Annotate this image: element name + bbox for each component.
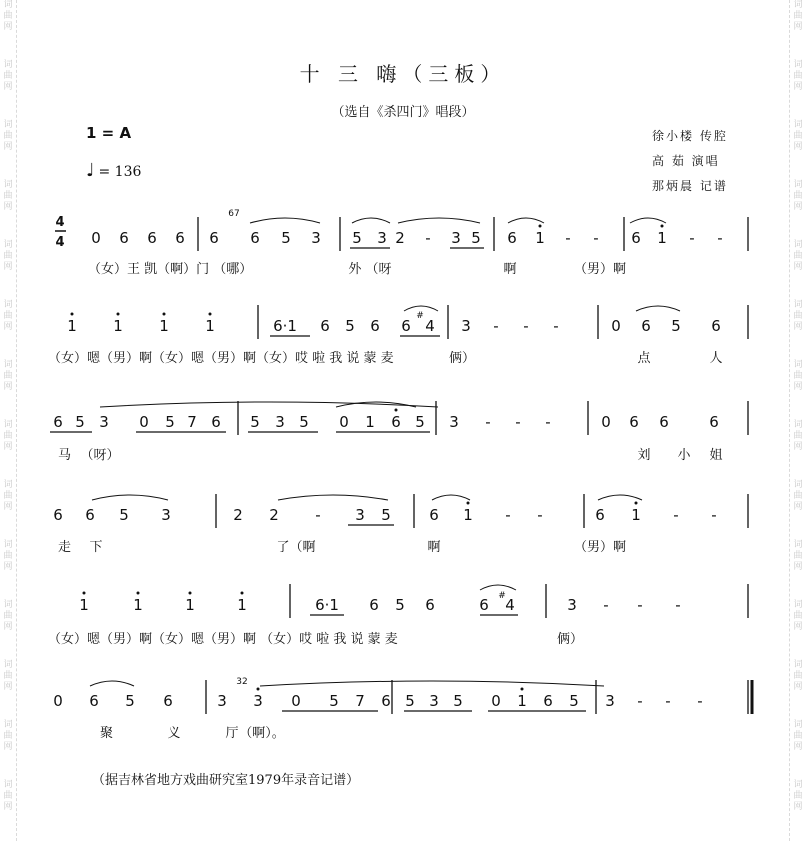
octave-dot-high: [521, 688, 524, 691]
lyric-line: 俩）: [448, 351, 476, 366]
note: 1: [657, 229, 667, 247]
note: 6: [370, 317, 380, 335]
note: 5: [671, 317, 681, 335]
lyric-line: 人: [709, 351, 723, 366]
sustain-dash: -: [637, 692, 643, 710]
note: 6: [250, 229, 260, 247]
note: 5: [395, 596, 405, 614]
note: 6: [659, 413, 669, 431]
slur-arc: [636, 306, 680, 311]
lyric-line: 啊: [427, 540, 441, 555]
note: 2: [395, 229, 405, 247]
slur-arc: [90, 681, 134, 686]
watermark-text: 词 曲 网: [3, 120, 13, 152]
note: 6: [381, 692, 391, 710]
note: 6: [147, 229, 157, 247]
lyric-line: 下: [89, 540, 103, 555]
note: 6: [89, 692, 99, 710]
sustain-dash: -: [425, 229, 431, 247]
note: 6: [507, 229, 517, 247]
octave-dot-high: [163, 313, 166, 316]
note: 0: [91, 229, 101, 247]
note: 3: [275, 413, 285, 431]
sustain-dash: -: [665, 692, 671, 710]
note: 1: [237, 596, 247, 614]
sustain-dash: -: [717, 229, 723, 247]
note: 1: [535, 229, 545, 247]
slur-arc: [398, 218, 480, 223]
watermark-text: 词 曲 网: [3, 60, 13, 92]
octave-dot-high: [467, 502, 470, 505]
note: 5: [352, 229, 362, 247]
grace-note: 32: [236, 677, 248, 687]
note: 2: [233, 506, 243, 524]
quarter-note-icon: ♩: [86, 160, 95, 181]
note: 0: [601, 413, 611, 431]
note: 5: [125, 692, 135, 710]
note: 6: [711, 317, 721, 335]
watermark-text: 词 曲 网: [793, 180, 803, 212]
note: 1: [631, 506, 641, 524]
sustain-dash: -: [315, 506, 321, 524]
note: 3: [311, 229, 321, 247]
note: 6: [119, 229, 129, 247]
octave-dot-high: [635, 502, 638, 505]
sustain-dash: -: [565, 229, 571, 247]
octave-dot-high: [117, 313, 120, 316]
sustain-dash: -: [593, 229, 599, 247]
watermark-text: 词 曲 网: [3, 240, 13, 272]
time-signature-bottom: 4: [55, 235, 65, 250]
octave-dot-high: [189, 592, 192, 595]
credit-line-arranger: 徐小楼 传腔: [652, 129, 728, 143]
octave-dot-high: [257, 688, 260, 691]
note: 3: [451, 229, 461, 247]
watermark-text: 词 曲 网: [3, 0, 13, 32]
octave-dot-high: [395, 409, 398, 412]
note: 6: [175, 229, 185, 247]
lyric-line: （女）王 凯（啊）门 （哪）: [88, 262, 253, 277]
note: 6: [595, 506, 605, 524]
octave-dot-high: [71, 313, 74, 316]
sustain-dash: -: [545, 413, 551, 431]
note: 5: [119, 506, 129, 524]
credit-line-singer: 高 茹 演唱: [652, 154, 720, 168]
note: 1: [463, 506, 473, 524]
note: 0: [491, 692, 501, 710]
watermark-text: 词 曲 网: [3, 720, 13, 752]
note: 3: [605, 692, 615, 710]
slur-arc: [480, 585, 516, 590]
note: 3: [449, 413, 459, 431]
sustain-dash: -: [537, 506, 543, 524]
watermark-text: 词 曲 网: [3, 480, 13, 512]
note: 5: [281, 229, 291, 247]
lyric-line: （女）嗯（男）啊（女）嗯（男）啊 （女）哎 啦 我 说 蒙 麦: [48, 632, 398, 647]
note: 6: [631, 229, 641, 247]
tempo-value: = 136: [98, 164, 142, 180]
watermark-text: 词 曲 网: [793, 300, 803, 332]
note: 3: [567, 596, 577, 614]
watermark-text: 词 曲 网: [3, 780, 13, 812]
note: 7: [187, 413, 197, 431]
note: 3: [99, 413, 109, 431]
grace-note: 67: [228, 209, 240, 219]
note: 5: [453, 692, 463, 710]
note: 5: [329, 692, 339, 710]
lyric-line: （呀）: [80, 448, 120, 463]
lyric-line: 厅: [225, 726, 239, 741]
note: 5: [471, 229, 481, 247]
lyric-line: 点: [637, 351, 651, 366]
note: 6: [709, 413, 719, 431]
note: 0: [291, 692, 301, 710]
sustain-dash: -: [523, 317, 529, 335]
sustain-dash: -: [711, 506, 717, 524]
sustain-dash: -: [673, 506, 679, 524]
note: 2: [269, 506, 279, 524]
slur-arc: [508, 218, 544, 223]
lyric-line: （男）啊: [573, 262, 627, 277]
note: 6: [479, 596, 489, 614]
sustain-dash: -: [675, 596, 681, 614]
watermark-text: 词 曲 网: [793, 420, 803, 452]
note: 1: [113, 317, 123, 335]
note: 5: [165, 413, 175, 431]
page-subtitle: （选自《杀四门》唱段）: [331, 105, 475, 120]
note: 6: [369, 596, 379, 614]
watermark-text: 词 曲 网: [3, 600, 13, 632]
note: 6: [401, 317, 411, 335]
note: 6: [211, 413, 221, 431]
time-signature-top: 4: [55, 215, 65, 230]
note: 5: [345, 317, 355, 335]
octave-dot-high: [539, 225, 542, 228]
note: 3: [461, 317, 471, 335]
note: 6·1: [315, 596, 339, 614]
note: 1: [205, 317, 215, 335]
note: 1: [517, 692, 527, 710]
sustain-dash: -: [515, 413, 521, 431]
sharp-sign: #: [498, 591, 506, 601]
note: 6: [209, 229, 219, 247]
note: 6: [641, 317, 651, 335]
watermark-text: 词 曲 网: [793, 240, 803, 272]
note: 3: [161, 506, 171, 524]
watermark-text: 词 曲 网: [793, 780, 803, 812]
watermark-text: 词 曲 网: [793, 660, 803, 692]
lyric-line: 姐: [709, 448, 723, 463]
lyric-line: 啊: [503, 262, 517, 277]
watermark-text: 词 曲 网: [793, 120, 803, 152]
note: 4: [425, 317, 435, 335]
note: 6: [629, 413, 639, 431]
note: 3: [253, 692, 263, 710]
sustain-dash: -: [603, 596, 609, 614]
key-signature: 1 = A: [86, 124, 132, 142]
note: 6: [53, 506, 63, 524]
watermark-text: 词 曲 网: [793, 480, 803, 512]
sustain-dash: -: [505, 506, 511, 524]
sustain-dash: -: [637, 596, 643, 614]
note: 5: [569, 692, 579, 710]
note: 1: [67, 317, 77, 335]
watermark-text: 词 曲 网: [793, 600, 803, 632]
sustain-dash: -: [697, 692, 703, 710]
lyric-line: （女）嗯（男）啊（女）嗯（男）啊（女）哎 啦 我 说 蒙 麦: [48, 351, 394, 366]
watermark-text: 词 曲 网: [3, 360, 13, 392]
lyric-line: （啊）。: [239, 726, 285, 741]
note: 6: [163, 692, 173, 710]
lyric-line: 刘: [637, 448, 651, 463]
watermark-text: 词 曲 网: [793, 0, 803, 32]
octave-dot-high: [209, 313, 212, 316]
slur-arc: [260, 681, 604, 686]
slur-arc: [352, 218, 390, 223]
watermark-text: 词 曲 网: [793, 720, 803, 752]
octave-dot-high: [661, 225, 664, 228]
watermark-text: 词 曲 网: [3, 660, 13, 692]
note: 0: [339, 413, 349, 431]
lyric-line: 俩）: [556, 632, 584, 647]
note: 6: [391, 413, 401, 431]
note: 1: [185, 596, 195, 614]
note: 5: [415, 413, 425, 431]
watermark-text: 词 曲 网: [3, 300, 13, 332]
note: 4: [505, 596, 515, 614]
octave-dot-high: [137, 592, 140, 595]
note: 0: [139, 413, 149, 431]
watermark-text: 词 曲 网: [3, 540, 13, 572]
note: 0: [611, 317, 621, 335]
watermark-text: 词 曲 网: [793, 540, 803, 572]
watermark-text: 词 曲 网: [3, 180, 13, 212]
sharp-sign: #: [416, 311, 424, 321]
lyric-line: 了（啊: [276, 540, 316, 555]
note: 5: [75, 413, 85, 431]
lyric-line: 走: [58, 540, 72, 555]
note: 6: [85, 506, 95, 524]
page-title: 十 三 嗨（三板）: [299, 62, 507, 86]
source-footnote: （据吉林省地方戏曲研究室1979年录音记谱）: [92, 773, 360, 788]
sustain-dash: -: [689, 229, 695, 247]
lyric-line: 聚: [100, 726, 114, 741]
note: 5: [381, 506, 391, 524]
note: 7: [355, 692, 365, 710]
lyric-line: 小: [677, 448, 691, 463]
slur-arc: [278, 495, 388, 500]
octave-dot-high: [241, 592, 244, 595]
note: 5: [405, 692, 415, 710]
credit-line-notation: 那炳晨 记谱: [652, 179, 728, 193]
sustain-dash: -: [553, 317, 559, 335]
sustain-dash: -: [485, 413, 491, 431]
note: 6: [425, 596, 435, 614]
note: 6: [429, 506, 439, 524]
note: 6: [543, 692, 553, 710]
watermark-text: 词 曲 网: [793, 60, 803, 92]
note: 6: [53, 413, 63, 431]
note: 1: [79, 596, 89, 614]
slur-arc: [92, 495, 168, 500]
note: 3: [355, 506, 365, 524]
octave-dot-high: [83, 592, 86, 595]
note: 1: [159, 317, 169, 335]
slur-arc: [432, 495, 470, 500]
lyric-line: 外 （呀: [348, 262, 392, 277]
sustain-dash: -: [493, 317, 499, 335]
slur-arc: [630, 218, 666, 223]
note: 3: [217, 692, 227, 710]
lyric-line: 义: [167, 726, 181, 741]
watermark-text: 词 曲 网: [3, 420, 13, 452]
note: 5: [250, 413, 260, 431]
note: 6·1: [273, 317, 297, 335]
note: 0: [53, 692, 63, 710]
note: 3: [377, 229, 387, 247]
note: 1: [133, 596, 143, 614]
slur-arc: [250, 218, 320, 223]
note: 6: [320, 317, 330, 335]
note: 3: [429, 692, 439, 710]
note: 1: [365, 413, 375, 431]
slur-arc: [598, 495, 642, 500]
note: 5: [299, 413, 309, 431]
lyric-line: （男）啊: [573, 540, 627, 555]
watermark-text: 词 曲 网: [793, 360, 803, 392]
lyric-line: 马: [58, 448, 72, 463]
